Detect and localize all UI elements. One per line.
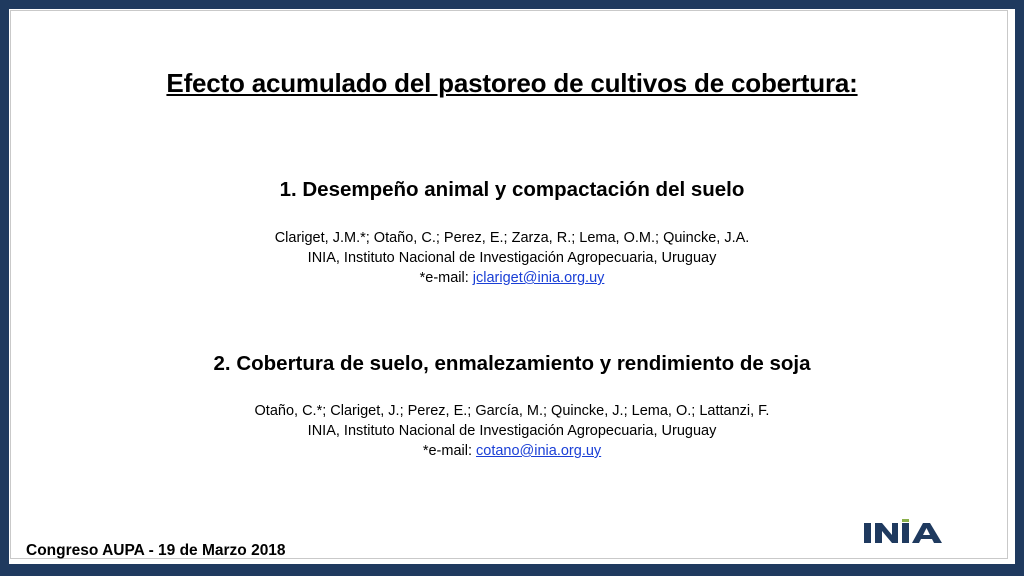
section2-email-line	[0, 443, 1024, 459]
section1-email-prefix: *e-mail:	[419, 270, 473, 286]
slide-title: Efecto acumulado del pastoreo de cultivos de cobertura:	[166, 68, 858, 98]
section2-email-prefix: *e-mail:	[422, 443, 477, 459]
section1-email-link[interactable]: jclariget@inia.org.uy	[472, 270, 605, 286]
section1-heading: 1. Desempeño animal y compactación del suelo	[279, 178, 745, 201]
section2-heading: 2. Cobertura de suelo, enmalezamiento y rendimiento de soja	[213, 352, 811, 375]
section1-email-line	[0, 270, 1024, 286]
inia-logo	[862, 517, 948, 547]
section2-email-link[interactable]: cotano@inia.org.uy	[476, 443, 602, 459]
section2-institution: INIA, Instituto Nacional de Investigación Agropecuaria, Uruguay	[307, 423, 717, 439]
section1-authors: Clariget, J.M.*; Otaño, C.; Perez, E.; Zarza, R.; Lema, O.M.; Quincke, J.A.	[274, 230, 750, 246]
section1-institution: INIA, Instituto Nacional de Investigación Agropecuaria, Uruguay	[307, 250, 717, 266]
section2-authors: Otaño, C.*; Clariget, J.; Perez, E.; García, M.; Quincke, J.; Lema, O.; Lattanzi, F.	[254, 403, 770, 419]
footer-text: Congreso AUPA - 19 de Marzo 2018	[26, 542, 286, 559]
